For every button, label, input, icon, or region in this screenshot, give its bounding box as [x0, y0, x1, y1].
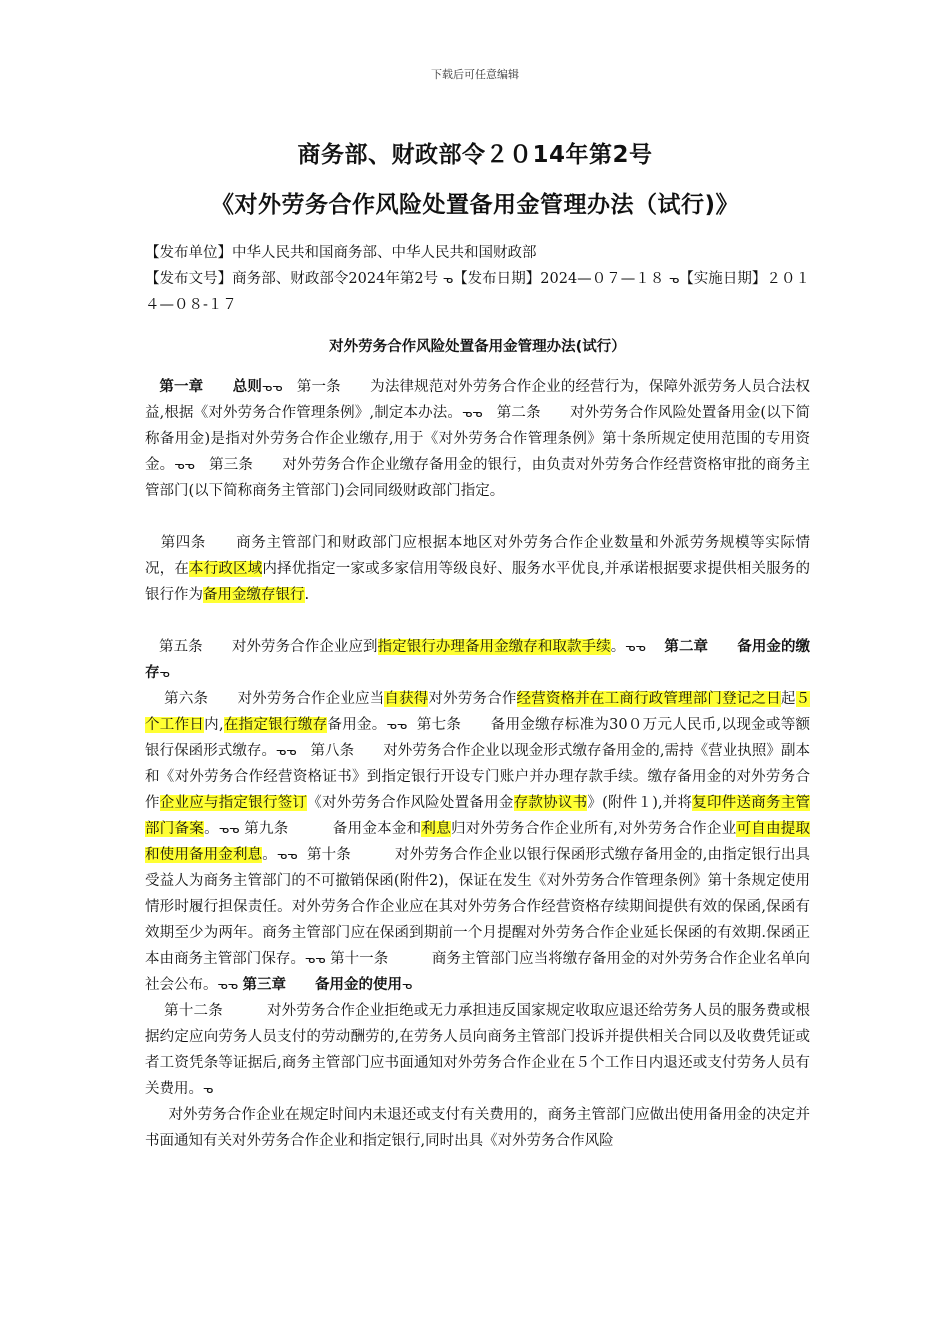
highlight: ５个工作日 [145, 691, 811, 733]
article-12-continuation: 对外劳务合作企业在规定时间内未退还或支付有关费用的，商务主管部门应做出使用备用金的决定并书面通知有关对外劳务合作企业和指定银行,同时出具《对外劳务合作风险 [145, 1107, 811, 1149]
highlight: 经营资格并在工商行政管理部门登记之日 [516, 691, 781, 707]
article-6-text: 备用金。 [327, 717, 387, 733]
paragraph-article-4 [145, 530, 810, 608]
highlight: 指定银行办理备用金缴存和取款手续 [377, 639, 611, 655]
article-1: 第一条 为法律规范对外劳务合作企业的经营行为，保障外派劳务人员合法权益,根据《对外劳务合作管理条例》,制定本办法。 [145, 379, 811, 421]
article-8-text: 《对外劳务合作风险处置备用金 [307, 795, 514, 811]
chapter-2-heading: 第二章 备用金的缴存 [145, 639, 811, 681]
highlight: 企业应与指定银行签订 [159, 795, 308, 811]
paragraph-article-12 [145, 998, 810, 1102]
meta-effdate-a: 【实施 [679, 271, 723, 287]
paragraph-articles-6-11 [145, 686, 810, 998]
meta-pubdate: 【发布日期】2024—０７—１８ [453, 271, 665, 287]
chapter-1-heading: 第一章 总则 [159, 379, 263, 395]
highlight: 复印件送商务主管部门备案 [145, 795, 811, 837]
highlight: 本行政区域 [189, 561, 263, 577]
paragraph-mark: ᓀᓀ [218, 822, 240, 836]
article-6-text: 第六条 对外劳务合作企业应当 [164, 691, 385, 707]
regulation-title: 《对外劳务合作风险处置备用金管理办法（试行)》 [210, 192, 739, 218]
article-9-text: 第九条 备用金本金和 [244, 821, 422, 837]
paragraph-mark: ᓀ [669, 272, 680, 286]
paragraph-mark: ᓀᓀ [386, 718, 408, 732]
paragraph-mark: ᓀ [442, 272, 454, 286]
highlight: 自获得 [384, 691, 429, 707]
article-5-text: 第五条 对外劳务合作企业应到 [159, 639, 378, 655]
paragraph-mark: ᓀᓀ [305, 952, 326, 966]
article-6-text: 对外劳务合作 [428, 691, 517, 707]
highlight: 利息 [421, 821, 451, 837]
article-2: 第二条 对外劳务合作风险处置备用金(以下简称备用金)是指对外劳务合作企业缴存,用于《对外劳务合作管理条例》第十条所规定使用范围的专用资金。 [145, 405, 811, 473]
paragraph-mark: ᓀᓀ [174, 458, 195, 472]
paragraph-article-12-cont [145, 1102, 810, 1154]
paragraph-1 [145, 374, 810, 504]
document-title: 对外劳务合作风险处置备用金管理办法(试行） [329, 339, 626, 355]
paragraph-mark: ᓀᓀ [217, 978, 238, 992]
article-9-text: 。 [262, 847, 277, 863]
meta-effdate-b: 日期】２０１４—０８-１７ [145, 271, 810, 313]
article-9-text: 归对外劳务合作企业所有,对外劳务合作企业 [450, 821, 737, 837]
article-12: 第十二条 对外劳务合作企业拒绝或无力承担违反国家规定收取应退还给劳务人员的服务费或根据约定应向劳务人员支付的劳动酬劳的,在劳务人员向商务主管部门投诉并提供相关合同以及收费凭证或者工资凭条等证据后,商务主管部门应书面通知对外劳务合作企业在５个工作日内退还或支付劳务人员有关费用。 [145, 1003, 811, 1097]
paragraph-mark: ᓀᓀ [462, 406, 483, 420]
paragraph-mark: ᓀᓀ [276, 744, 297, 758]
paragraph-mark: ᓀ [203, 1082, 214, 1096]
article-8-text: 》(附件１),并将 [587, 795, 693, 811]
article-7: 第七条 备用金缴存标准为30０万元人民币,以现金或等额银行保函形式缴存。 [145, 717, 811, 759]
highlight: 在指定银行缴存 [223, 717, 328, 733]
paragraph-mark: ᓀ [159, 666, 170, 680]
article-6-text: 起 [780, 691, 796, 707]
paragraph-mark: ᓀᓀ [276, 848, 298, 862]
article-8-text: 第八条 对外劳务合作企业以现金形式缴存备用金的,需持《营业执照》副本和《对外劳务合作经营资格证书》到指定银行开设专门账户并办理存款手续。缴存备用金的对外劳务合作 [145, 743, 810, 811]
article-11: 第十一条 商务主管部门应当将缴存备用金的对外劳务合作企业名单向社会公布。 [145, 951, 811, 993]
highlight: 存款协议书 [513, 795, 588, 811]
decree-title: 商务部、财政部令２０14年第2号 [297, 142, 653, 168]
article-4-text: . [304, 587, 310, 603]
article-4-text: 内择优指定一家或多家信用等级良好、服务水平优良,并承诺根据要求提供相关服务的银行作为 [145, 561, 811, 603]
article-8-text: 。 [204, 821, 219, 837]
chapter-3-heading: 第三章 备用金的使用 [242, 977, 403, 993]
highlight: 备用金缴存银行 [203, 587, 305, 603]
highlight: 可自由提取和使用备用金利息 [145, 821, 811, 863]
article-5-text: 。 [610, 639, 626, 655]
header-note: 下载后可任意编辑 [431, 68, 519, 81]
paragraph-mark: ᓀ [402, 978, 413, 992]
meta-line [145, 266, 810, 318]
paragraph-mark: ᓀᓀ [625, 640, 646, 654]
article-10: 第十条 对外劳务合作企业以银行保函形式缴存备用金的,由指定银行出具受益人为商务主管部门的不可撤销保函(附件2)，保证在发生《对外劳务合作管理条例》第十条规定使用情形时履行担保责任。对外劳务合作企业应在其对外劳务合作经营资格存续期间提供有效的保函,保函有效期至少为两年。商务主管部门应在保函到期前一个月提醒对外劳务合作企业延长保函的有效期.保函正本由商务主管部门保存。 [145, 847, 811, 967]
article-6-text: 内, [204, 717, 224, 733]
paragraph-article-5 [145, 634, 810, 686]
meta-docno: 【发布文号】商务部、财政部令2024年第2号 [145, 271, 439, 287]
article-4-text: 第四条 商务主管部门和财政部门应根据本地区对外劳务合作企业数量和外派劳务规模等实际情况，在 [145, 535, 811, 577]
document-body [145, 240, 810, 1154]
article-3: 第三条 对外劳务合作企业缴存备用金的银行，由负责对外劳务合作经营资格审批的商务主管部门(以下简称商务主管部门)会同同级财政部门指定。 [145, 457, 811, 499]
meta-unit: 【发布单位】中华人民共和国商务部、中华人民共和国财政部 [145, 245, 537, 261]
paragraph-mark: ᓀᓀ [262, 380, 283, 394]
